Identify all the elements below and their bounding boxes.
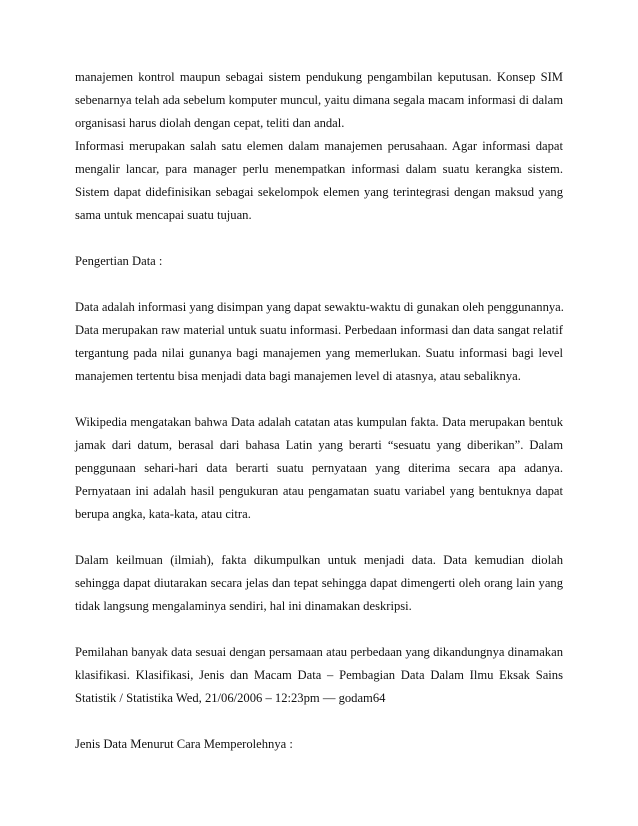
section-heading: Jenis Data Menurut Cara Memperolehnya : — [75, 737, 293, 751]
text-line: berupa angka, kata-kata, atau citra. — [75, 507, 251, 521]
text-line: klasifikasi. Klasifikasi, Jenis dan Macam Data – Pembagian Data Dalam Ilmu Eksak Sains — [75, 668, 563, 682]
paragraph-klasifikasi — [75, 641, 563, 710]
paragraph-data-definition — [75, 296, 563, 388]
text-line: manajemen kontrol maupun sebagai sistem pendukung pengambilan keputusan. Konsep SIM — [75, 70, 563, 84]
heading-jenis-data — [75, 733, 563, 756]
text-line: Data adalah informasi yang disimpan yang dapat sewaktu-waktu di gunakan oleh penggunannya. — [75, 300, 564, 314]
paragraph-spacer — [75, 526, 563, 549]
text-line: sama untuk mencapai suatu tujuan. — [75, 208, 252, 222]
text-line: sehingga dapat diutarakan secara jelas dan tepat sehingga dapat dimengerti oleh orang lain yang — [75, 576, 563, 590]
paragraph-spacer — [75, 388, 563, 411]
text-line: tidak langsung mengalaminya sendiri, hal ini dinamakan deskripsi. — [75, 599, 412, 613]
text-line: penggunaan sehari-hari data berarti suatu pernyataan yang diterima secara apa adanya. — [75, 461, 563, 475]
text-line: Data merupakan raw material untuk suatu informasi. Perbedaan informasi dan data sangat relatif — [75, 323, 563, 337]
document-page — [75, 66, 563, 756]
text-line: mengalir lancar, para manager perlu menempatkan informasi dalam suatu kerangka sistem. — [75, 162, 563, 176]
text-line: Statistik / Statistika Wed, 21/06/2006 – 12:23pm — godam64 — [75, 691, 386, 705]
text-line: Wikipedia mengatakan bahwa Data adalah catatan atas kumpulan fakta. Data merupakan bentuk — [75, 415, 563, 429]
text-line: tergantung pada nilai gunanya bagi manajemen yang memerlukan. Suatu informasi bagi level — [75, 346, 563, 360]
text-line: sebenarnya telah ada sebelum komputer muncul, yaitu dimana segala macam informasi di dalam — [75, 93, 563, 107]
text-line: Informasi merupakan salah satu elemen dalam manajemen perusahaan. Agar informasi dapat — [75, 139, 563, 153]
paragraph-spacer — [75, 227, 563, 250]
paragraph-wikipedia — [75, 411, 563, 526]
text-line: Dalam keilmuan (ilmiah), fakta dikumpulkan untuk menjadi data. Data kemudian diolah — [75, 553, 563, 567]
text-line: Sistem dapat didefinisikan sebagai sekelompok elemen yang terintegrasi dengan maksud yang — [75, 185, 563, 199]
section-heading: Pengertian Data : — [75, 254, 163, 268]
text-line: organisasi harus diolah dengan cepat, teliti dan andal. — [75, 116, 345, 130]
text-line: jamak dari datum, berasal dari bahasa Latin yang berarti “sesuatu yang diberikan”. Dalam — [75, 438, 563, 452]
text-line: Pemilahan banyak data sesuai dengan persamaan atau perbedaan yang dikandungnya dinamakan — [75, 645, 563, 659]
text-line: Pernyataan ini adalah hasil pengukuran atau pengamatan suatu variabel yang bentuknya dapat — [75, 484, 563, 498]
paragraph-keilmuan — [75, 549, 563, 618]
heading-pengertian-data — [75, 250, 563, 273]
paragraph-spacer — [75, 710, 563, 733]
paragraph-sim-intro — [75, 66, 563, 227]
paragraph-spacer — [75, 273, 563, 296]
paragraph-spacer — [75, 618, 563, 641]
text-line: manajemen tertentu bisa menjadi data bagi manajemen level di atasnya, atau sebaliknya. — [75, 369, 521, 383]
